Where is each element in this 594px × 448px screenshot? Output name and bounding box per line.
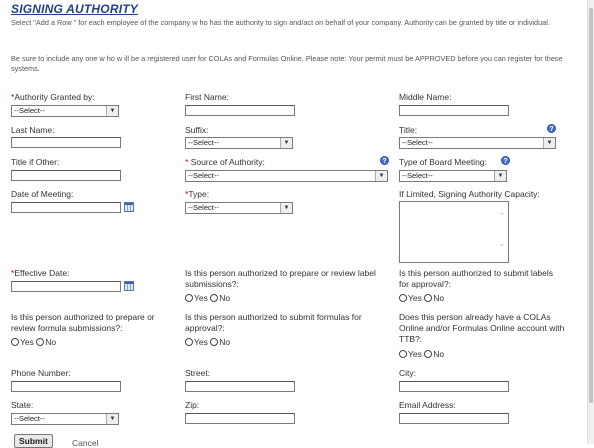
- colas-account-radio[interactable]: Yes No: [399, 349, 444, 359]
- prepare-formula-label: Is this person authorized to prepare or review formula submissions?:: [11, 312, 155, 333]
- first-name-field[interactable]: [185, 105, 295, 116]
- city-field[interactable]: [399, 381, 509, 392]
- prepare-labels-radio[interactable]: Yes No: [185, 293, 230, 303]
- help-icon[interactable]: ?: [380, 156, 389, 165]
- email-field[interactable]: [399, 413, 509, 424]
- title-if-other-label: Title if Other:: [11, 157, 60, 167]
- email-label: Email Address:: [399, 400, 456, 410]
- chevron-down-icon: ▼: [543, 138, 555, 148]
- state-select[interactable]: --Select-- ▼: [11, 413, 119, 425]
- type-select[interactable]: --Select-- ▼: [185, 202, 293, 214]
- last-name-field[interactable]: [11, 137, 121, 148]
- scrollbar-thumb[interactable]: [589, 8, 593, 403]
- radio-no[interactable]: [424, 294, 432, 302]
- radio-yes[interactable]: [185, 294, 193, 302]
- effective-date-label: *Effective Date:: [11, 268, 70, 278]
- board-meeting-label: Type of Board Meeting:: [399, 157, 487, 167]
- last-name-label: Last Name:: [11, 125, 55, 135]
- street-field[interactable]: [185, 381, 295, 392]
- calendar-icon[interactable]: [124, 281, 134, 291]
- intro-note: Be sure to include any one w ho w ill be a registered user for COLAs and Formulas Online. Please note: Your permit must be APPROVED before you can register for these systems.: [11, 54, 563, 73]
- source-of-authority-select[interactable]: --Select-- ▼: [185, 170, 388, 182]
- limited-capacity-label: If Limited, Signing Authority Capacity:: [399, 189, 540, 199]
- radio-no[interactable]: [210, 294, 218, 302]
- submit-labels-radio[interactable]: Yes No: [399, 293, 444, 303]
- submit-formulas-radio[interactable]: Yes No: [185, 337, 230, 347]
- title-label: Title:: [399, 125, 418, 135]
- date-of-meeting-label: Date of Meeting:: [11, 189, 74, 199]
- chevron-down-icon: ▼: [106, 106, 118, 116]
- city-label: City:: [399, 368, 416, 378]
- suffix-label: Suffix:: [185, 125, 209, 135]
- chevron-down-icon: ▼: [106, 414, 118, 424]
- submit-labels-label: Is this person authorized to submit labels for approval?:: [399, 268, 554, 289]
- cancel-button[interactable]: Cancel: [72, 438, 99, 448]
- first-name-label: First Name:: [185, 92, 229, 102]
- submit-formulas-label: Is this person authorized to submit formulas for approval?:: [185, 312, 362, 333]
- phone-label: Phone Number:: [11, 368, 71, 378]
- state-label: State:: [11, 400, 34, 410]
- radio-no[interactable]: [424, 350, 432, 358]
- page-title: SIGNING AUTHORITY: [11, 2, 138, 16]
- title-if-other-field[interactable]: [11, 170, 121, 181]
- radio-no[interactable]: [210, 338, 218, 346]
- submit-button[interactable]: Submit: [14, 434, 53, 448]
- authority-granted-label: *Authority Granted by:: [11, 92, 95, 102]
- help-icon[interactable]: ?: [547, 124, 556, 133]
- scroll-up-icon[interactable]: ⌃: [499, 213, 505, 220]
- title-select[interactable]: --Select-- ▼: [399, 137, 556, 149]
- radio-yes[interactable]: [185, 338, 193, 346]
- prepare-labels-label: Is this person authorized to prepare or review label submissions?:: [185, 268, 376, 289]
- prepare-formula-radio[interactable]: Yes No: [11, 337, 56, 347]
- street-label: Street:: [185, 368, 211, 378]
- chevron-down-icon: ▼: [280, 203, 292, 213]
- colas-account-label: Does this person already have a COLAs Online and/or Formulas Online account with TTB?:: [399, 312, 565, 344]
- limited-capacity-textarea[interactable]: [399, 201, 509, 263]
- authority-granted-select[interactable]: --Select-- ▼: [11, 105, 119, 117]
- zip-label: Zip:: [185, 400, 200, 410]
- radio-yes[interactable]: [11, 338, 19, 346]
- date-of-meeting-field[interactable]: [11, 202, 121, 213]
- scrollbar[interactable]: [587, 0, 594, 444]
- chevron-down-icon: ▼: [375, 171, 387, 181]
- radio-yes[interactable]: [399, 350, 407, 358]
- source-of-authority-label: * Source of Authority:: [185, 157, 265, 167]
- middle-name-field[interactable]: [399, 105, 509, 116]
- chevron-down-icon: ▼: [280, 138, 292, 148]
- effective-date-field[interactable]: [11, 281, 121, 292]
- zip-field[interactable]: [185, 413, 295, 424]
- scroll-down-icon[interactable]: ⌄: [499, 241, 505, 248]
- help-icon[interactable]: ?: [501, 156, 510, 165]
- intro-text: Select "Add a Row " for each employee of the company w ho has the authority to sign and/act on behalf of your company. Authority can be granted by title or individual.: [11, 18, 550, 27]
- board-meeting-select[interactable]: --Select-- ▼: [399, 170, 507, 182]
- phone-field[interactable]: [11, 381, 121, 392]
- type-label: *Type:: [185, 189, 210, 199]
- calendar-icon[interactable]: [124, 202, 134, 212]
- chevron-down-icon: ▼: [494, 171, 506, 181]
- radio-no[interactable]: [36, 338, 44, 346]
- radio-yes[interactable]: [399, 294, 407, 302]
- middle-name-label: Middle Name:: [399, 92, 452, 102]
- suffix-select[interactable]: --Select-- ▼: [185, 137, 293, 149]
